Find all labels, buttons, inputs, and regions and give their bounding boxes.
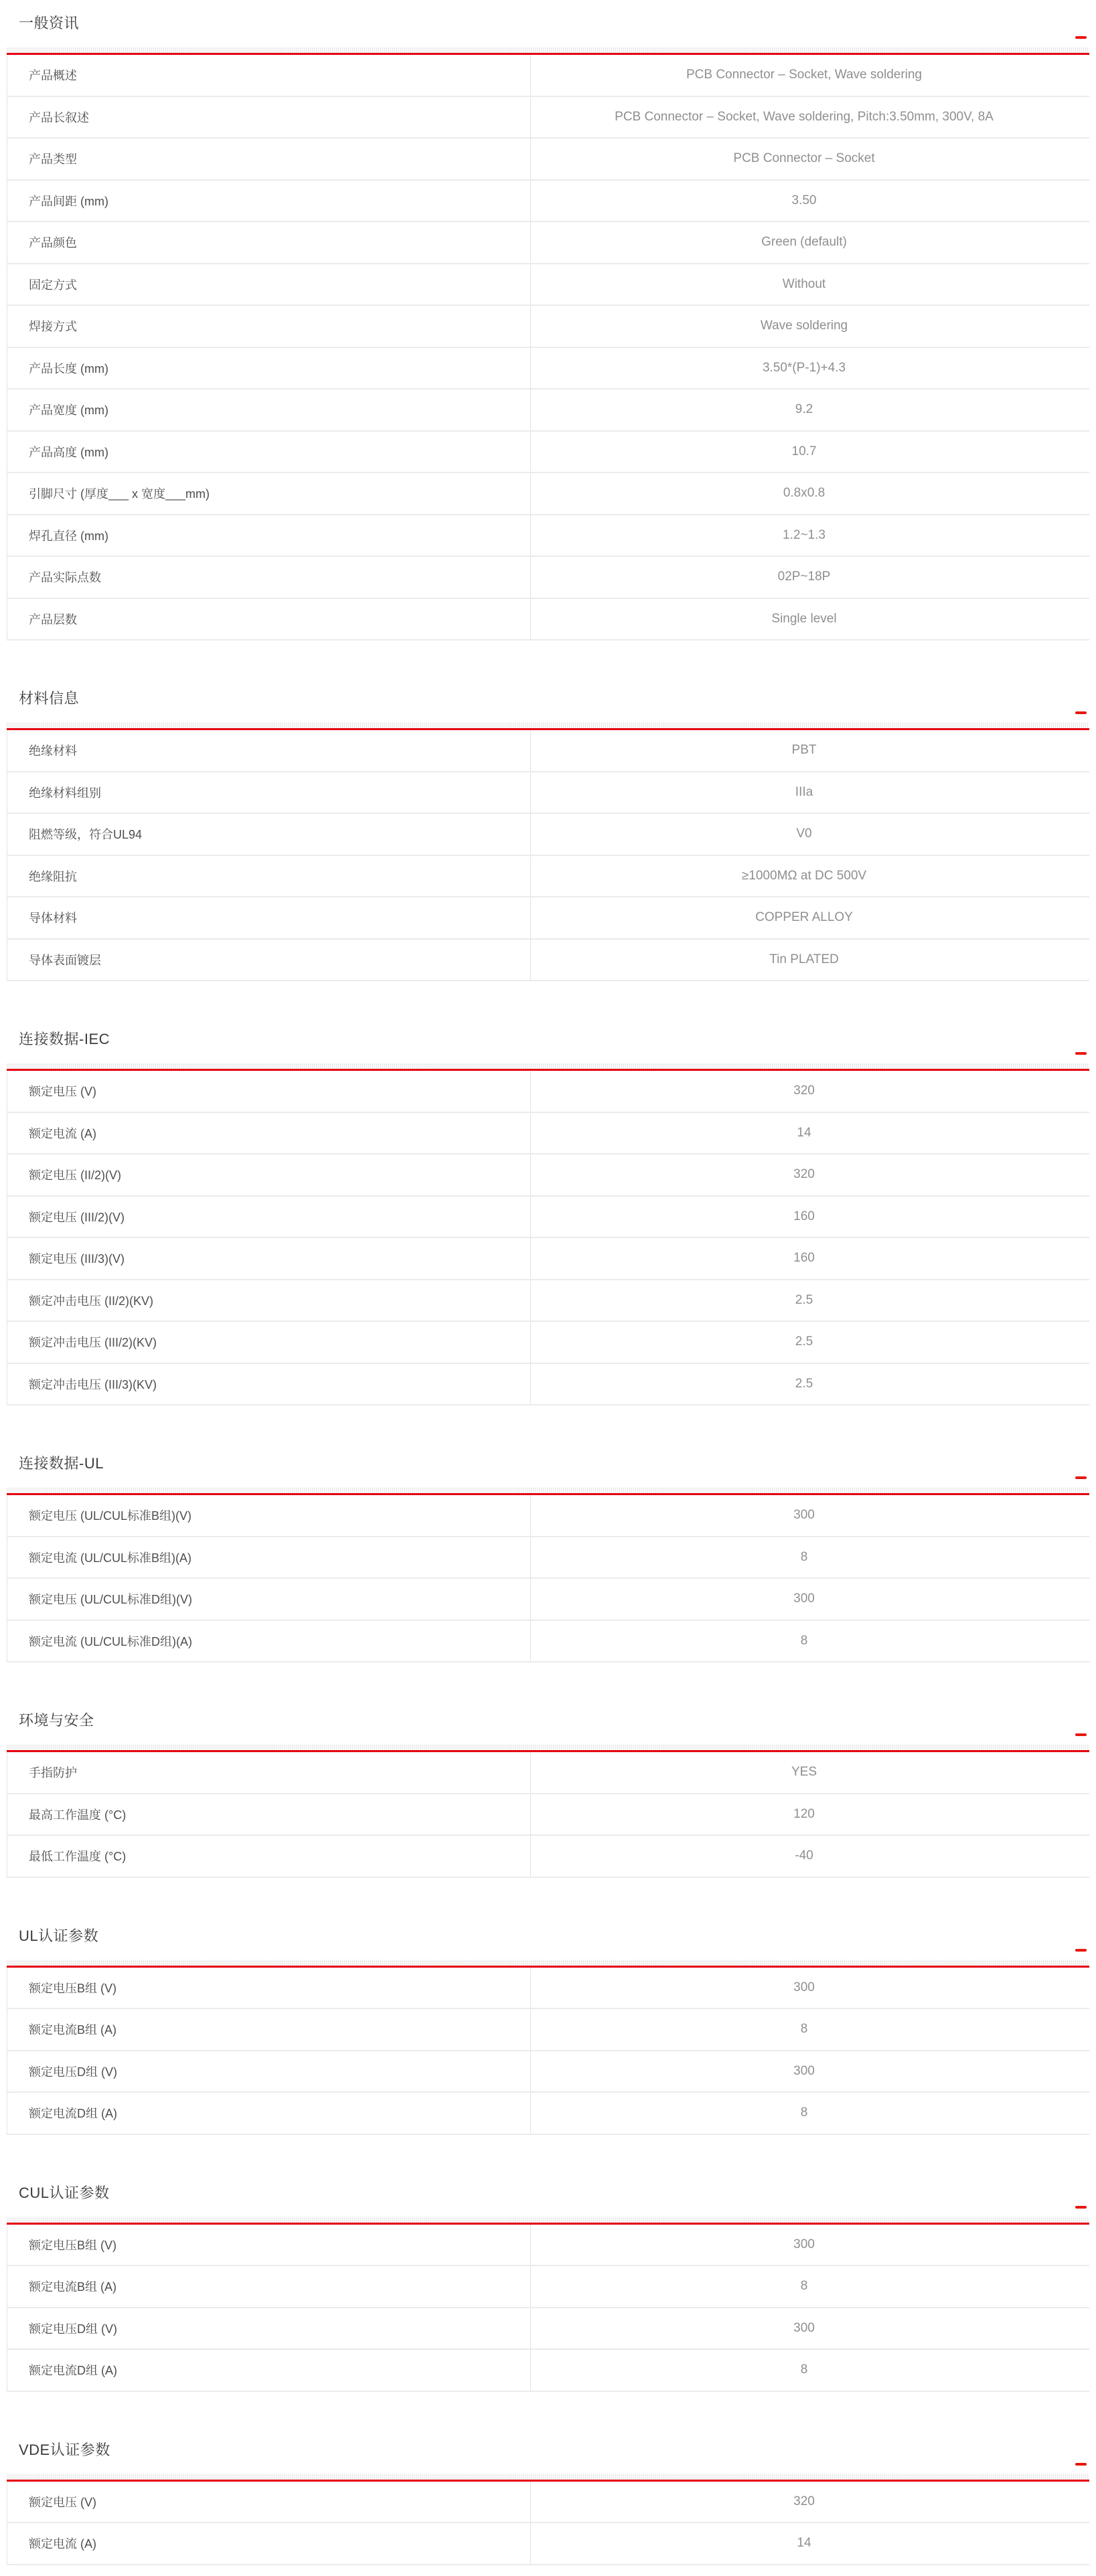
spec-label: 绝缘材料组别 (29, 786, 101, 800)
spec-value: 8 (530, 2093, 1089, 2134)
spec-label: 额定电压D组 (V) (29, 2322, 117, 2336)
spec-value: 8 (530, 1537, 1089, 1578)
spec-row (7, 814, 1089, 856)
spec-table (7, 2482, 1089, 2565)
spec-label: 额定电流 (UL/CUL标准D组)(A) (29, 1634, 193, 1648)
spec-value: COPPER ALLOY (530, 897, 1089, 938)
spec-value: 160 (530, 1197, 1089, 1237)
spec-label: 额定电压D组 (V) (29, 2065, 117, 2079)
collapse-minus-icon[interactable] (1075, 1476, 1087, 1479)
spec-row (7, 2009, 1089, 2051)
spec-row (7, 1280, 1089, 1322)
spec-row (7, 348, 1089, 390)
spec-row (7, 1579, 1089, 1621)
spec-table (7, 1968, 1089, 2135)
section-header (7, 2439, 1089, 2462)
spec-label: 绝缘材料 (29, 744, 77, 758)
dotted-band (7, 1744, 1089, 1750)
spec-table (7, 2225, 1089, 2392)
spec-value: 2.5 (530, 1364, 1089, 1405)
spec-label: 手指防护 (29, 1766, 77, 1780)
spec-value: 300 (530, 1579, 1089, 1620)
spec-label: 额定冲击电压 (III/3)(KV) (29, 1377, 157, 1391)
spec-value: PCB Connector – Socket (530, 139, 1089, 179)
spec-value: 300 (530, 1495, 1089, 1536)
collapse-minus-icon[interactable] (1075, 1949, 1087, 1952)
spec-value: 9.2 (530, 390, 1089, 430)
spec-row (7, 515, 1089, 557)
spec-row (7, 1621, 1089, 1663)
spec-row (7, 1113, 1089, 1155)
spec-row (7, 390, 1089, 432)
spec-value: 8 (530, 2009, 1089, 2050)
spec-value: 300 (530, 1968, 1089, 2008)
spec-value: Single level (530, 599, 1089, 640)
spec-section (7, 1662, 1089, 1878)
section-title: VDE认证参数 (19, 2441, 110, 2458)
spec-value: 1.2~1.3 (530, 515, 1089, 556)
spec-label: 额定电压 (V) (29, 1085, 96, 1099)
spec-value: 320 (530, 2482, 1089, 2522)
section-header (7, 687, 1089, 710)
collapse-minus-icon[interactable] (1075, 2463, 1087, 2466)
spec-row (7, 897, 1089, 940)
spec-row (7, 2523, 1089, 2565)
spec-label: 产品概述 (29, 69, 77, 83)
spec-row (7, 940, 1089, 982)
spec-value: Green (default) (530, 222, 1089, 263)
spec-value: 14 (530, 2523, 1089, 2564)
section-title: 连接数据-UL (19, 1455, 104, 1472)
spec-row (7, 856, 1089, 898)
collapse-minus-icon[interactable] (1075, 711, 1087, 714)
spec-label: 产品颜色 (29, 236, 77, 250)
spec-value: 300 (530, 2051, 1089, 2092)
spec-row (7, 1968, 1089, 2010)
section-title: UL认证参数 (19, 1927, 99, 1944)
spec-value: 160 (530, 1238, 1089, 1279)
spec-label: 导体表面镀层 (29, 953, 101, 967)
spec-label: 产品间距 (mm) (29, 194, 108, 208)
spec-label: 产品类型 (29, 153, 77, 167)
spec-value: 320 (530, 1071, 1089, 1112)
spec-row (7, 1238, 1089, 1280)
spec-label: 额定电流 (UL/CUL标准B组)(A) (29, 1551, 192, 1565)
spec-table (7, 1752, 1089, 1878)
dotted-band (7, 2474, 1089, 2480)
section-header (7, 1452, 1089, 1475)
spec-value: PCB Connector – Socket, Wave soldering, Pitch:3.50mm, 300V, 8A (530, 97, 1089, 138)
spec-section (7, 2392, 1089, 2565)
spec-label: 产品层数 (29, 612, 77, 626)
section-title: CUL认证参数 (19, 2184, 110, 2201)
spec-value: YES (530, 1752, 1089, 1793)
spec-table (7, 730, 1089, 981)
spec-label: 额定电压 (UL/CUL标准B组)(V) (29, 1509, 192, 1523)
spec-label: 额定冲击电压 (III/2)(KV) (29, 1336, 157, 1350)
spec-row (7, 2093, 1089, 2135)
spec-value: 14 (530, 1113, 1089, 1154)
spec-value: Without (530, 264, 1089, 305)
spec-label: 产品宽度 (mm) (29, 404, 108, 418)
spec-value: IIIa (530, 772, 1089, 813)
spec-label: 绝缘阻抗 (29, 869, 77, 883)
spec-row (7, 181, 1089, 223)
dotted-band (7, 722, 1089, 728)
spec-label: 额定电压 (UL/CUL标准D组)(V) (29, 1593, 193, 1607)
spec-row (7, 97, 1089, 139)
spec-label: 产品高度 (mm) (29, 445, 108, 459)
spec-table (7, 1071, 1089, 1405)
spec-value: 8 (530, 2266, 1089, 2307)
spec-row (7, 1364, 1089, 1406)
spec-section (7, 0, 1089, 640)
spec-value: V0 (530, 814, 1089, 855)
spec-label: 额定电流B组 (A) (29, 2023, 117, 2037)
spec-value: 320 (530, 1154, 1089, 1195)
spec-label: 额定电压 (V) (29, 2495, 96, 2509)
spec-row (7, 139, 1089, 181)
collapse-minus-icon[interactable] (1075, 1733, 1087, 1736)
spec-label: 固定方式 (29, 278, 77, 292)
spec-row (7, 1495, 1089, 1537)
dotted-band (7, 1063, 1089, 1069)
spec-row (7, 473, 1089, 515)
spec-value: 0.8x0.8 (530, 473, 1089, 514)
spec-label: 产品长叙述 (29, 110, 89, 124)
spec-row (7, 599, 1089, 641)
section-header (7, 12, 1089, 35)
collapse-minus-icon[interactable] (1075, 2206, 1087, 2209)
spec-value: -40 (530, 1836, 1089, 1877)
spec-label: 导体材料 (29, 912, 77, 926)
spec-table (7, 55, 1089, 640)
spec-label: 额定电流 (A) (29, 1126, 96, 1140)
spec-section (7, 981, 1089, 1405)
spec-label: 焊孔直径 (mm) (29, 529, 108, 543)
spec-row (7, 1836, 1089, 1878)
spec-table (7, 1495, 1089, 1662)
spec-row (7, 1752, 1089, 1794)
spec-row (7, 1197, 1089, 1239)
spec-sections-container (7, 0, 1089, 2565)
spec-value: 2.5 (530, 1322, 1089, 1363)
spec-section (7, 2135, 1089, 2392)
spec-value: ≥1000MΩ at DC 500V (530, 856, 1089, 897)
section-title: 环境与安全 (19, 1712, 94, 1729)
section-header (7, 1709, 1089, 1732)
spec-row (7, 264, 1089, 307)
spec-value: 300 (530, 2225, 1089, 2265)
spec-row (7, 1154, 1089, 1197)
spec-label: 额定电压 (III/2)(V) (29, 1210, 125, 1224)
spec-row (7, 1322, 1089, 1364)
section-title: 材料信息 (19, 690, 80, 707)
collapse-minus-icon[interactable] (1075, 36, 1087, 39)
spec-row (7, 432, 1089, 474)
spec-row (7, 1071, 1089, 1113)
spec-label: 最低工作温度 (°C) (29, 1850, 127, 1864)
spec-row (7, 557, 1089, 599)
spec-label: 产品长度 (mm) (29, 361, 108, 375)
spec-value: 120 (530, 1794, 1089, 1835)
spec-row (7, 55, 1089, 97)
spec-label: 产品实际点数 (29, 571, 101, 585)
spec-value: PBT (530, 730, 1089, 771)
spec-value: 02P~18P (530, 557, 1089, 598)
spec-value: 3.50 (530, 181, 1089, 222)
spec-section (7, 1405, 1089, 1662)
spec-label: 额定电流 (A) (29, 2537, 96, 2551)
spec-label: 额定冲击电压 (II/2)(KV) (29, 1294, 154, 1308)
spec-value: 10.7 (530, 432, 1089, 473)
section-title: 一般资讯 (19, 15, 80, 31)
spec-label: 额定电流D组 (A) (29, 2107, 117, 2121)
spec-value: Tin PLATED (530, 940, 1089, 980)
spec-label: 额定电压 (III/3)(V) (29, 1252, 125, 1266)
spec-row (7, 772, 1089, 814)
spec-value: 8 (530, 1621, 1089, 1662)
spec-row (7, 222, 1089, 264)
spec-row (7, 2482, 1089, 2524)
spec-label: 额定电流B组 (A) (29, 2280, 117, 2294)
dotted-band (7, 47, 1089, 53)
collapse-minus-icon[interactable] (1075, 1052, 1087, 1055)
spec-label: 额定电压 (II/2)(V) (29, 1169, 121, 1183)
spec-value: 300 (530, 2308, 1089, 2349)
spec-row (7, 1537, 1089, 1579)
spec-row (7, 2350, 1089, 2392)
section-header (7, 1028, 1089, 1051)
dotted-band (7, 2217, 1089, 2223)
section-header (7, 1925, 1089, 1948)
spec-value: 2.5 (530, 1280, 1089, 1321)
spec-row (7, 1794, 1089, 1836)
spec-row (7, 2308, 1089, 2350)
section-header (7, 2182, 1089, 2205)
spec-section (7, 1878, 1089, 2135)
spec-label: 额定电压B组 (V) (29, 2238, 117, 2252)
dotted-band (7, 1487, 1089, 1493)
spec-label: 焊接方式 (29, 320, 77, 334)
spec-section (7, 640, 1089, 981)
spec-label: 阻燃等级，符合UL94 (29, 828, 143, 842)
spec-row (7, 730, 1089, 772)
spec-label: 额定电压B组 (V) (29, 1981, 117, 1995)
spec-label: 最高工作温度 (°C) (29, 1808, 127, 1822)
spec-value: 3.50*(P-1)+4.3 (530, 348, 1089, 389)
spec-row (7, 2266, 1089, 2308)
spec-label: 引脚尺寸 (厚度___ x 宽度___mm) (29, 487, 210, 501)
dotted-band (7, 1960, 1089, 1966)
spec-row (7, 2051, 1089, 2093)
spec-value: 8 (530, 2350, 1089, 2391)
section-title: 连接数据-IEC (19, 1031, 110, 1047)
spec-label: 额定电流D组 (A) (29, 2364, 117, 2378)
spec-row (7, 2225, 1089, 2267)
spec-row (7, 306, 1089, 348)
spec-value: PCB Connector – Socket, Wave soldering (530, 55, 1089, 96)
spec-value: Wave soldering (530, 306, 1089, 347)
